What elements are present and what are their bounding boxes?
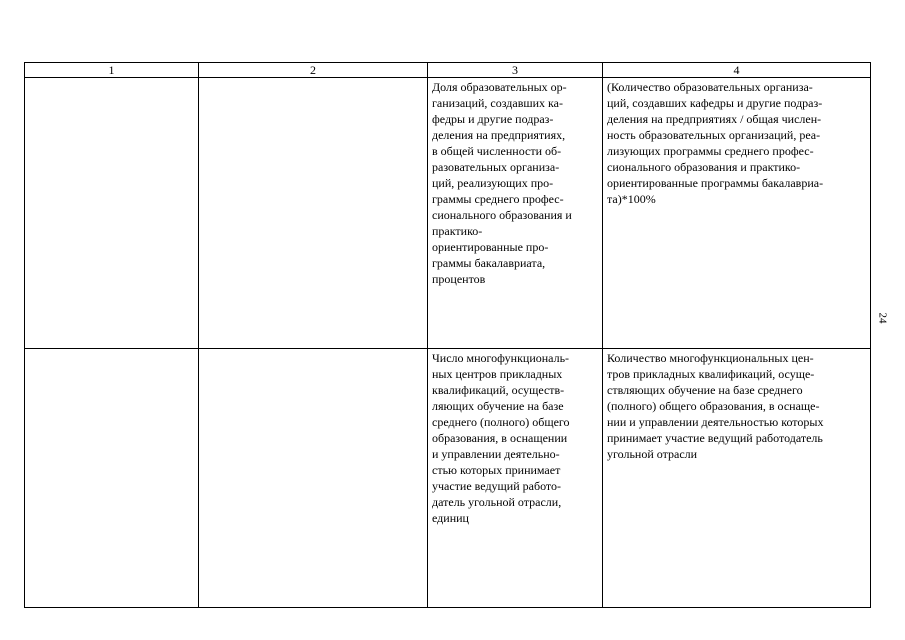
indicator-cell [428, 349, 603, 608]
table-cell-col1 [25, 78, 199, 349]
indicator-cell [428, 78, 603, 349]
column-header-4: 4 [603, 63, 871, 78]
column-header-2: 2 [199, 63, 428, 78]
table-cell-col1 [25, 349, 199, 608]
indicator-text: Число многофункциональ- ных центров прикладных квалификаций, осуществ- ляющих обучение на базе среднего (полного) общего образования, в оснащении и управлении деятельно- стью которых принимает участие ведущий работо- датель угольной отрасли, единиц [432, 351, 570, 525]
table-cell-col2 [199, 78, 428, 349]
page-number: 24 [876, 312, 889, 324]
formula-cell [603, 349, 871, 608]
column-header-3: 3 [428, 63, 603, 78]
formula-text: (Количество образовательных организа- ций, создавших кафедры и другие подраз- деления на предприятиях / общая числен- ность образовательных организаций, реа- лизующих программы среднего профес- сионального образования и практико- ориентированные программы бакалавриа- та)*100% [607, 80, 824, 206]
indicator-text: Доля образовательных ор- ганизаций, создавших ка- федры и другие подраз- деления на предприятиях, в общей численности об- разовательных организа- ций, реализующих про- граммы среднего профес- сионального образования и практико- ориентированные про- граммы бакалавриата, процентов [432, 80, 572, 286]
indicators-table [24, 62, 871, 608]
formula-cell [603, 78, 871, 349]
table-row [25, 349, 871, 608]
column-header-1: 1 [25, 63, 199, 78]
table-header-row [25, 63, 871, 78]
table-cell-col2 [199, 349, 428, 608]
table-row [25, 78, 871, 349]
formula-text: Количество многофункциональных цен- тров прикладных квалификаций, осуще- ствляющих обучение на базе среднего (полного) общего образования, в оснаще- нии и управлении деятельностью которых принимает участие ведущий работодатель угольной отрасли [607, 351, 824, 461]
